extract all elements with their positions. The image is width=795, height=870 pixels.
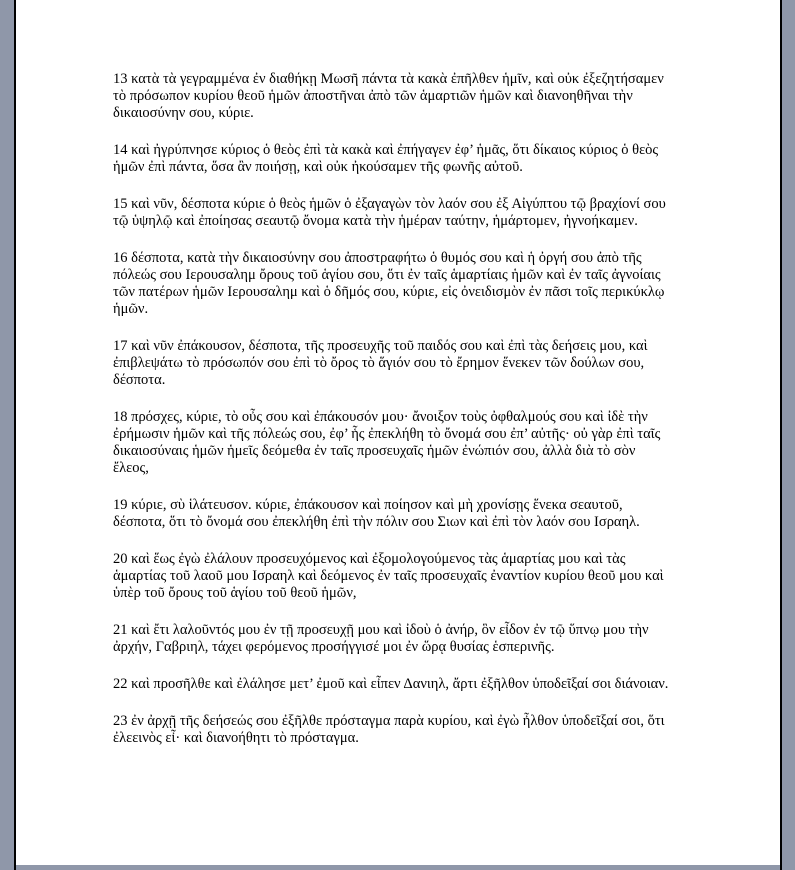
window-frame-right <box>782 0 795 870</box>
verse-paragraph-14: 14 καὶ ἠγρύπνησε κύριος ὁ θεὸς ἐπὶ τὰ κακὰ καὶ ἐπήγαγεν ἐφ’ ἡμᾶς, ὅτι δίκαιος κύριος ὁ θεὸς ἡμῶν ἐπὶ πάντα, ὅσα ἂν ποιήσῃ, καὶ οὐκ ἠκούσαμεν τῆς φωνῆς αὐτοῦ. <box>113 142 659 175</box>
verse-paragraph-23: 23 ἐν ἀρχῇ τῆς δεήσεώς σου ἐξῆλθε πρόσταγμα παρὰ κυρίου, καὶ ἐγὼ ἦλθον ὑποδεῖξαί σοι, ὅτι ἐλεεινὸς εἶ· καὶ διανοήθητι τὸ πρόσταγμα. <box>113 713 665 746</box>
verse-paragraph-17: 17 καὶ νῦν ἐπάκουσον, δέσποτα, τῆς προσευχῆς τοῦ παιδός σου καὶ ἐπὶ τὰς δεήσεις μου, καὶ ἐπιβλεψάτω τὸ πρόσωπόν σου ἐπὶ τὸ ὄρος τὸ ἅγιόν σου τὸ ἔρημον ἕνεκεν τῶν δούλων σου, δέσποτα. <box>113 338 648 388</box>
window-frame-left <box>0 0 14 870</box>
document-page <box>16 0 780 865</box>
verse-paragraph-21: 21 καὶ ἔτι λαλοῦντός μου ἐν τῇ προσευχῇ μου καὶ ἰδοὺ ὁ ἀνήρ, ὃν εἶδον ἐν τῷ ὕπνῳ μου τὴν ἀρχήν, Γαβριηλ, τάχει φερόμενος προσήγγισέ μοι ἐν ὥρᾳ θυσίας ἑσπερινῆς. <box>113 622 649 655</box>
scripture-text-block <box>113 71 673 747</box>
verse-paragraph-19: 19 κύριε, σὺ ἱλάτευσον. κύριε, ἐπάκουσον καὶ ποίησον καὶ μὴ χρονίσῃς ἕνεκα σεαυτοῦ, δέσποτα, ὅτι τὸ ὄνομά σου ἐπεκλήθη ἐπὶ τὴν πόλιν σου Σιων καὶ ἐπὶ τὸν λαόν σου Ισραηλ. <box>113 497 640 530</box>
verse-paragraph-22: 22 καὶ προσῆλθε καὶ ἐλάλησε μετ’ ἐμοῦ καὶ εἶπεν Δανιηλ, ἄρτι ἐξῆλθον ὑποδεῖξαί σοι διάνοιαν. <box>113 676 669 692</box>
verse-paragraph-13: 13 κατὰ τὰ γεγραμμένα ἐν διαθήκῃ Μωσῆ πάντα τὰ κακὰ ἐπῆλθεν ἡμῖν, καὶ οὐκ ἐξεζητήσαμεν τὸ πρόσωπον κυρίου θεοῦ ἡμῶν ἀποστῆναι ἀπὸ τῶν ἁμαρτιῶν ἡμῶν καὶ διανοηθῆναι τὴν δικαιοσύνην σου, κύριε. <box>113 71 664 121</box>
verse-paragraph-15: 15 καὶ νῦν, δέσποτα κύριε ὁ θεὸς ἡμῶν ὁ ἐξαγαγὼν τὸν λαόν σου ἐξ Αἰγύπτου τῷ βραχίονί σου τῷ ὑψηλῷ καὶ ἐποίησας σεαυτῷ ὄνομα κατὰ τὴν ἡμέραν ταύτην, ἡμάρτομεν, ἠγνοήκαμεν. <box>113 196 666 229</box>
window-frame-bottom <box>16 865 780 870</box>
verse-paragraph-16: 16 δέσποτα, κατὰ τὴν δικαιοσύνην σου ἀποστραφήτω ὁ θυμός σου καὶ ἡ ὀργή σου ἀπὸ τῆς πόλεώς σου Ιερουσαλημ ὄρους τοῦ ἁγίου σου, ὅτι ἐν ταῖς ἁμαρτίαις ἡμῶν καὶ ἐν ταῖς ἀγνοίαις τῶν πατέρων ἡμῶν Ιερουσαλημ καὶ ὁ δῆμός σου, κύριε, εἰς ὀνειδισμὸν ἐν πᾶσι τοῖς περικύκλῳ ἡμῶν. <box>113 250 665 317</box>
verse-paragraph-20: 20 καὶ ἕως ἐγὼ ἐλάλουν προσευχόμενος καὶ ἐξομολογούμενος τὰς ἁμαρτίας μου καὶ τὰς ἁμαρτίας τοῦ λαοῦ μου Ισραηλ καὶ δεόμενος ἐν ταῖς προσευχαῖς ἐναντίον κυρίου θεοῦ μου καὶ ὑπὲρ τοῦ ὄρους τοῦ ἁγίου τοῦ θεοῦ ἡμῶν, <box>113 551 664 601</box>
verse-paragraph-18: 18 πρόσχες, κύριε, τὸ οὖς σου καὶ ἐπάκουσόν μου· ἄνοιξον τοὺς ὀφθαλμούς σου καὶ ἰδὲ τὴν ἐρήμωσιν ἡμῶν καὶ τῆς πόλεώς σου, ἐφ’ ἧς ἐπεκλήθη τὸ ὄνομά σου ἐπ’ αὐτῆς· οὐ γὰρ ἐπὶ ταῖς δικαιοσύναις ἡμῶν ἡμεῖς δεόμεθα ἐν ταῖς προσευχαῖς ἡμῶν ἐνώπιόν σου, ἀλλὰ διὰ τὸ σὸν ἔλεος, <box>113 409 661 476</box>
